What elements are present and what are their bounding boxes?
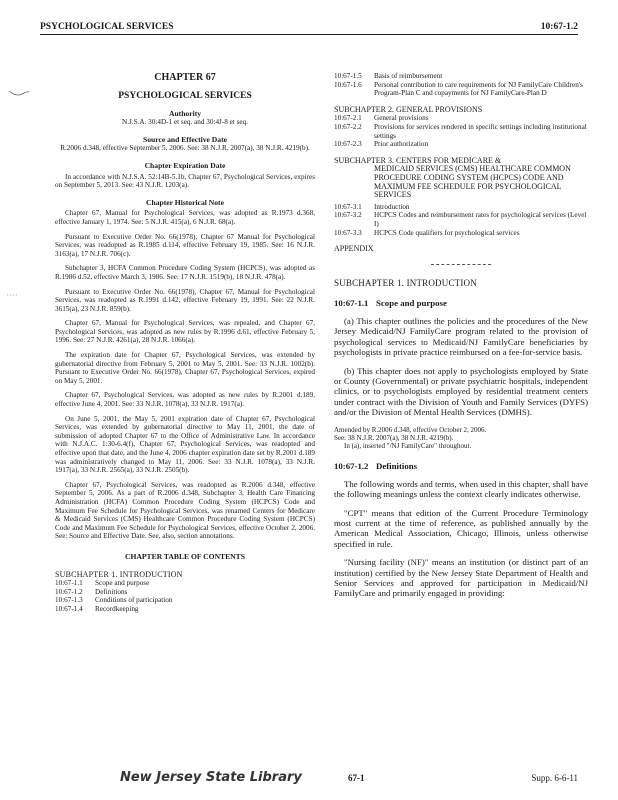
- chapter-number: CHAPTER 67: [154, 72, 216, 83]
- toc-number: 10:67-3.3: [334, 228, 362, 237]
- header-section-number: 10:67-1.2: [540, 22, 578, 32]
- toc-title: HCPCS Code qualifiers for psychological services: [374, 228, 520, 237]
- toc-number: 10:67-1.6: [334, 80, 362, 89]
- rule-number: 10:67-1.2: [334, 461, 369, 472]
- toc-subchapter-2: SUBCHAPTER 2. GENERAL PROVISIONS: [334, 104, 483, 114]
- definition-paragraph: "Nursing facility (NF)" means an institution (or distinct part of an institution) certified by the New Jersey State Department of Health and Senior Services and approved for participation in Medicaid/NJ FamilyCare and primarily engaged in providing:: [334, 557, 588, 599]
- toc-title: Definitions: [95, 587, 128, 596]
- toc-title: Introduction: [374, 202, 410, 211]
- toc-entry: [334, 229, 588, 238]
- rule-heading: [334, 299, 588, 308]
- running-head: [40, 14, 578, 34]
- amendment-line: See: 38 N.J.R. 2007(a), 38 N.J.R. 4219(b).: [334, 433, 454, 442]
- toc-number: 10:67-3.1: [334, 202, 362, 211]
- rule-heading: [334, 462, 588, 471]
- page-footer: [40, 770, 578, 785]
- history-paragraph: On June 5, 2001, the May 5, 2001 expiration date of Chapter 67, Psychological Services, was extended by gubernatorial directive to May 11, 2001, the date of submission of adopted Chapter 67 to the Office of Administrative Law. In accordance with N.J.A.C. 1:30-6.4(f), Chapter 67, Psychological Services, was readopted and effective upon that date, and the June 4, 2006 chapter expiration date set by R.2001 d.189 was administratively changed to May 11, 2006. See: 33 N.J.R. 1078(a), 33 N.J.R. 1917(a), 33 N.J.R. 2565(a), 33 N.J.R. 2505(b).: [55, 414, 315, 475]
- subchapter-1-heading: SUBCHAPTER 1. INTRODUCTION: [334, 277, 477, 288]
- toc-entry: [334, 211, 588, 228]
- toc-entry: [334, 114, 588, 123]
- history-paragraph: Chapter 67, Psychological Services, was adopted as new rules by R.2001 d.189, effective June 4, 2001. See: 33 N.J.R. 1078(a), 33 N.J.R. 1917(a).: [55, 391, 315, 409]
- toc-subchapter-3: [334, 157, 588, 200]
- toc-title: Personal contribution to care requirements for NJ FamilyCare Children's Program-Plan C and copayments for NJ FamilyCare-Plan D: [374, 80, 583, 98]
- margin-tick-icon: [6, 292, 18, 298]
- toc-title: HCPCS Codes and reimbursement rates for psychological services (Level I): [374, 211, 587, 228]
- toc-entry: [334, 203, 588, 212]
- history-paragraph: Chapter 67, Manual for Psychological Services, was adopted as R.1973 d.368, effective January 1, 1974. See: 5 N.J.R. 415(a), 6 N.J.R. 68(a).: [55, 209, 315, 226]
- toc-title: Prior authorization: [374, 140, 429, 149]
- toc-subchapter-3-cont: MEDICAID SERVICES (CMS) HEALTHCARE COMMON PROCEDURE CODING SYSTEM (HCPCS) CODE AND MAXIMUM FEE SCHEDULE FOR PSYCHOLOGICAL SERVICES: [374, 164, 571, 200]
- section-divider: [431, 264, 491, 265]
- supplement-date: Supp. 6-6-11: [531, 772, 578, 783]
- rule-number: 10:67-1.1: [334, 298, 369, 309]
- toc-title: Recordkeeping: [95, 604, 139, 613]
- toc-heading: CHAPTER TABLE OF CONTENTS: [125, 551, 245, 561]
- definition-paragraph: "CPT" means that edition of the Current Procedure Terminology most current at the time of reference, as published annually by the American Medical Association, Chicago, Illinois, unless otherwise specified in rule.: [334, 507, 588, 549]
- toc-subchapter-3-line1: SUBCHAPTER 3. CENTERS FOR MEDICARE &: [334, 155, 502, 165]
- toc-appendix: APPENDIX: [334, 244, 374, 254]
- toc-number: 10:67-1.1: [55, 579, 83, 588]
- source-text: R.2006 d.348, effective September 5, 2006. See: 38 N.J.R. 2007(a), 38 N.J.R. 4219(b).: [60, 144, 310, 153]
- toc-number: 10:67-1.4: [55, 604, 83, 613]
- history-paragraph: Chapter 67, Manual for Psychological Services, was repealed, and Chapter 67, Psychological Services, was adopted as new rules by R.1996 d.61, effective February 5, 1996. See: 27 N.J.R. 4261(a), 28 N.J.R. 1066(a).: [55, 319, 315, 345]
- toc-entry: [55, 588, 315, 597]
- chapter-name: PSYCHOLOGICAL SERVICES: [118, 91, 252, 101]
- authority-text: N.J.S.A. 30:4D-1 et seq. and 30:4J-8 et seq.: [122, 118, 248, 127]
- toc-title: Conditions of participation: [95, 596, 173, 605]
- toc-entry: [334, 72, 588, 81]
- history-paragraph: Pursuant to Executive Order No. 66(1978), Chapter 67 Manual for Psychological Services, was readopted as R.1985 d.114, effective February 19, 1985. See: 16 N.J.R. 3163(a), 17 N.J.R. 706(c).: [55, 232, 315, 258]
- history-paragraph: The expiration date for Chapter 67, Psychological Services, was extended by gubernatorial directive from February 5, 2001 to May 5, 2001. See: 33 N.J.R. 1002(b). Pursuant to Executive Order No. 66(1978), Chapter 67, Psychological Services, expired on May 5, 2001.: [55, 351, 315, 385]
- toc-number: 10:67-2.1: [334, 114, 362, 123]
- rule-title: Definitions: [376, 461, 418, 472]
- source-heading: Source and Effective Date: [142, 134, 227, 144]
- expiration-text: In accordance with N.J.S.A. 52:14B-5.1b, Chapter 67, Psychological Services, expires on September 5, 2013. See: 43 N.J.R. 1203(a).: [55, 172, 315, 190]
- header-chapter-title: PSYCHOLOGICAL SERVICES: [40, 22, 174, 32]
- toc-title: Scope and purpose: [95, 579, 150, 588]
- toc-entry: [334, 140, 588, 149]
- amendment-line: In (a), inserted "/NJ FamilyCare" throughout.: [344, 441, 472, 450]
- rule-paragraph: (b) This chapter does not apply to psychologists employed by State or County (Governmental) or private psychiatric hospitals, independent clinics, or to psychologists employed by residential treatment centers under contract with the Division of Youth and Family Services (DYFS) and/or the Division of Mental Health Services (DMHS).: [334, 365, 588, 418]
- toc-entry: [55, 596, 315, 605]
- toc-number: 10:67-2.3: [334, 140, 362, 149]
- header-rule: [40, 34, 578, 35]
- right-column: [334, 72, 588, 599]
- amendment-line: Amended by R.2006 d.348, effective October 2, 2006.: [334, 425, 487, 434]
- rule-paragraph: (a) This chapter outlines the policies and the procedures of the New Jersey Medicaid/NJ FamilyCare program related to the provision of psychological services to Medicaid/NJ FamilyCare beneficiaries by psychologists in private practice reimbursed on a fee-for-service basis.: [334, 315, 588, 358]
- toc-title: Provisions for services rendered in specific settings including institutional settings: [374, 122, 587, 140]
- rule-paragraph: The following words and terms, when used in this chapter, shall have the following meanings unless the context clearly indicates otherwise.: [334, 478, 588, 500]
- left-column: [55, 72, 315, 614]
- history-paragraph: Pursuant to Executive Order No. 66(1978), Chapter 67, Manual for Psychological Services, was readopted as R.1991 d.142, effective February 19, 1991. See: 22 N.J.R. 3615(a), 23 N.J.R. 859(b).: [55, 287, 315, 313]
- margin-mark-icon: [8, 88, 30, 98]
- toc-title: General provisions: [374, 114, 429, 123]
- expiration-heading: Chapter Expiration Date: [144, 160, 226, 170]
- toc-number: 10:67-2.2: [334, 122, 362, 131]
- page-number: 67-1: [348, 772, 365, 783]
- library-stamp: New Jersey State Library: [120, 770, 302, 785]
- history-heading: Chapter Historical Note: [146, 197, 224, 207]
- toc-entry: [334, 123, 588, 140]
- toc-number: 10:67-3.2: [334, 211, 362, 220]
- rule-title: Scope and purpose: [376, 298, 447, 309]
- amendment-note: [334, 426, 588, 451]
- toc-number: 10:67-1.3: [55, 596, 83, 605]
- history-paragraph: Chapter 67, Psychological Services, was readopted as R.2006 d.348, effective September 5, 2006. As a part of R.2006 d.348, Subchapter 3, Health Care Financing Administration (HCFA) Common Procedure Coding System (HCPCS) Code and Maximum Fee Schedule for Psychological Services, was renamed Centers for Medicare & Medicaid Services (CMS) Healthcare Common Procedure Coding System (HCPCS) Code and Maximum Fee Schedule for Psychological Services, effective October 2, 2006. See: Source and Effective Date. See, also, section annotations.: [55, 480, 315, 541]
- history-paragraph: Subchapter 3, HCFA Common Procedure Coding System (HCPCS), was adopted as R.1986 d.52, effective March 3, 1986. See: 17 N.J.R. 1519(b), 18 N.J.R. 478(a).: [55, 264, 315, 281]
- toc-title: Basis of reimbursement: [374, 72, 443, 80]
- toc-entry: [55, 579, 315, 588]
- toc-entry: [334, 81, 588, 98]
- authority-heading: Authority: [168, 108, 202, 118]
- toc-subchapter-1: SUBCHAPTER 1. INTRODUCTION: [55, 569, 183, 579]
- toc-number: 10:67-1.2: [55, 587, 83, 596]
- toc-number: 10:67-1.5: [334, 72, 362, 80]
- toc-entry: [55, 605, 315, 614]
